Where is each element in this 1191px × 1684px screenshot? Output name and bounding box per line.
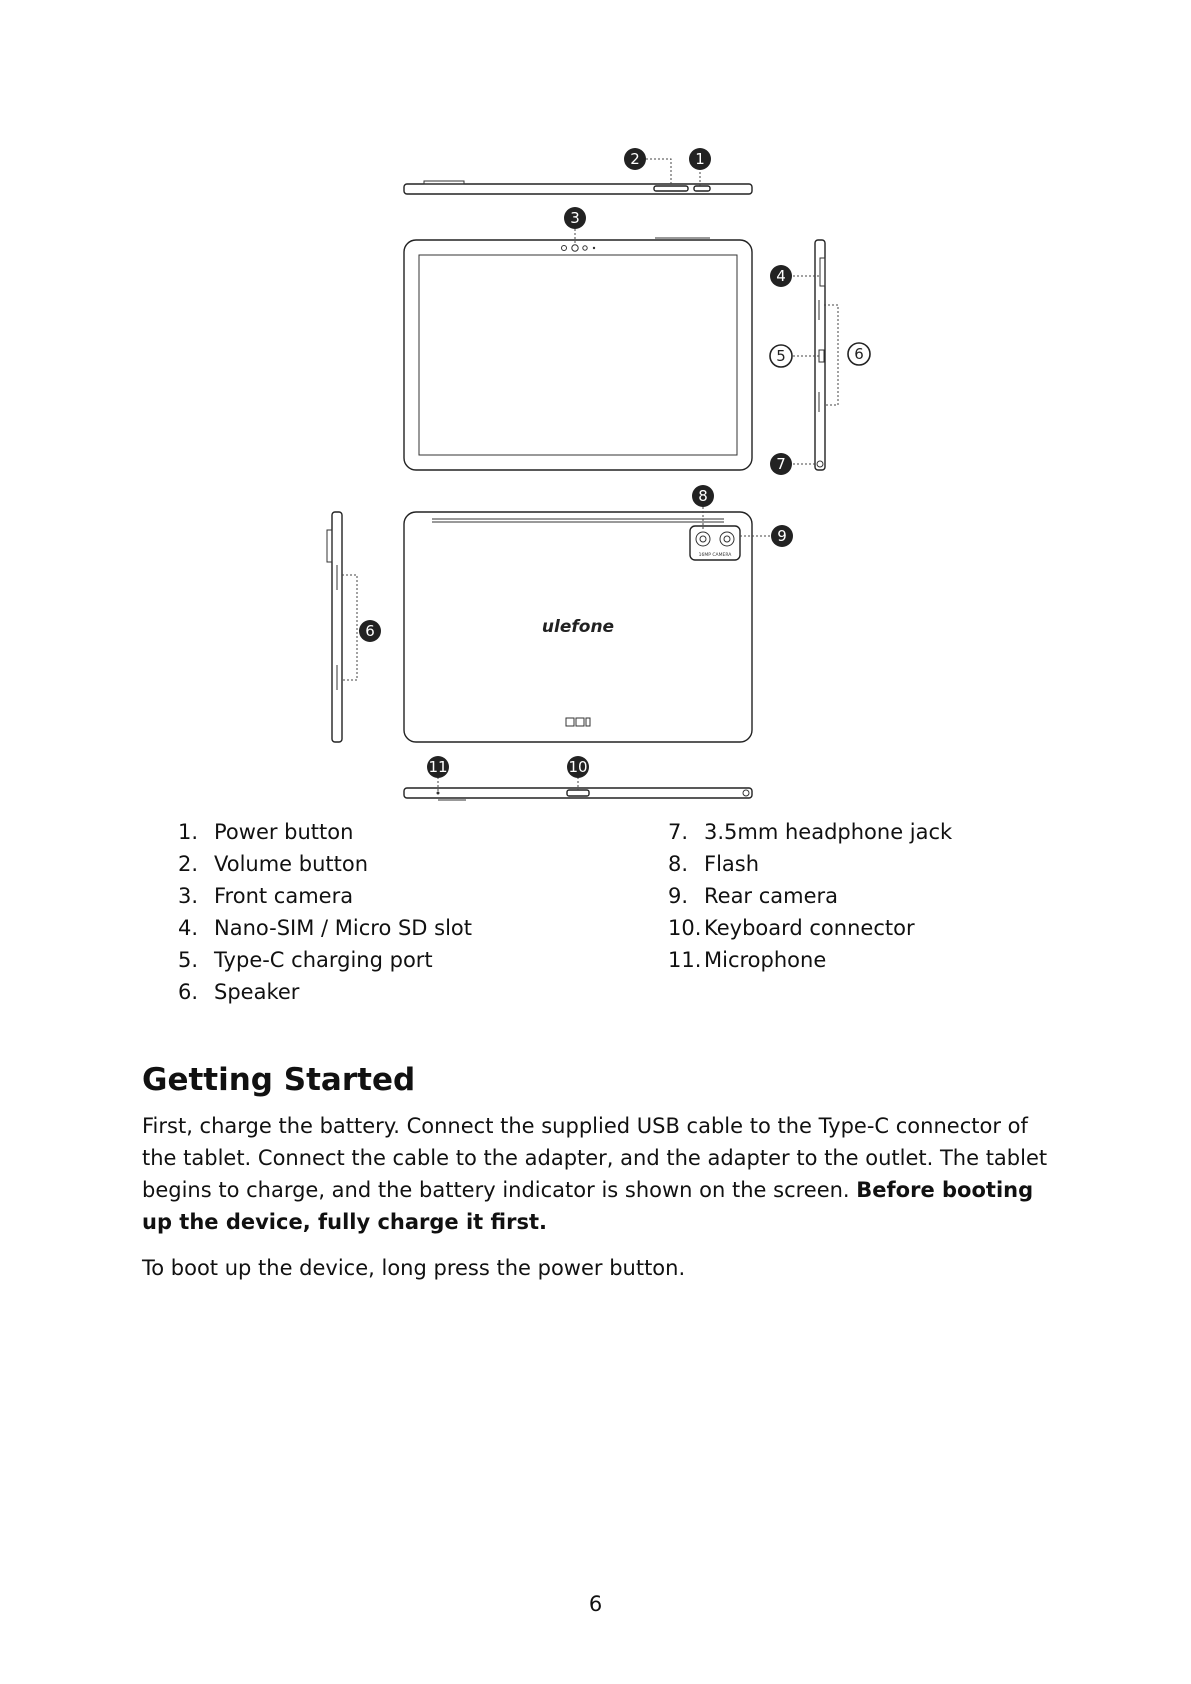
- callout-4: [770, 265, 792, 287]
- legend-item: 11. Microphone: [668, 948, 827, 972]
- charging-warning: Before booting up the device, fully charge it first.: [142, 1178, 1034, 1234]
- legend-item: 6. Speaker: [178, 980, 300, 1004]
- svg-text:8: 8: [698, 487, 708, 505]
- svg-text:4: 4: [776, 267, 786, 285]
- callout-9: [771, 525, 793, 547]
- legend-right-column: [668, 816, 952, 976]
- legend-item: 4. Nano-SIM / Micro SD slot: [178, 916, 472, 940]
- keyboard-connector-shape: [567, 790, 589, 796]
- legend-item: 2. Volume button: [178, 852, 369, 876]
- page-number: 6: [588, 1592, 603, 1616]
- callout-5: [770, 345, 792, 367]
- svg-text:6: 6: [854, 345, 864, 363]
- legend-item: 3. Front camera: [178, 884, 354, 908]
- callout-7: [770, 453, 792, 475]
- callout-1: [689, 148, 711, 170]
- volume-button-shape: [654, 186, 688, 191]
- legend-left-column: [178, 816, 472, 1008]
- power-button-shape: [694, 186, 710, 191]
- tablet-bottom-edge: [404, 777, 752, 800]
- tablet-diagram: [0, 0, 1191, 810]
- svg-text:7: 7: [776, 455, 786, 473]
- svg-text:9: 9: [777, 527, 787, 545]
- tablet-back-view: [404, 507, 770, 742]
- camera-label: 16MP CAMERA: [698, 553, 732, 558]
- callout-2: [624, 148, 646, 170]
- svg-text:2: 2: [630, 150, 640, 168]
- tablet-front-view: [404, 229, 752, 470]
- svg-text:3: 3: [570, 209, 580, 227]
- svg-text:6: 6: [365, 622, 375, 640]
- svg-text:1: 1: [695, 150, 705, 168]
- callout-11: [427, 756, 449, 778]
- callout-6-right: [848, 343, 870, 365]
- tablet-right-side: [793, 240, 838, 470]
- legend-item: 10. Keyboard connector: [668, 916, 915, 940]
- boot-paragraph: To boot up the device, long press the power button.: [142, 1256, 686, 1280]
- legend-item: 9. Rear camera: [668, 884, 839, 908]
- legend-item: 8. Flash: [668, 852, 760, 876]
- charging-paragraph: [142, 1110, 1062, 1238]
- callout-10: [567, 756, 589, 778]
- svg-text:10: 10: [568, 758, 588, 776]
- svg-text:5: 5: [776, 347, 786, 365]
- legend-item: 5. Type-C charging port: [178, 948, 433, 972]
- tablet-left-side: [327, 512, 357, 742]
- legend-item: 1. Power button: [178, 820, 354, 844]
- callout-3: [564, 207, 586, 229]
- callout-6-left: [359, 620, 381, 642]
- section-heading: Getting Started: [142, 1062, 416, 1098]
- brand-logo: ulefone: [541, 617, 615, 637]
- svg-text:11: 11: [428, 758, 448, 776]
- charging-text: First, charge the battery. Connect the supplied USB cable to the Type-C connector of the tablet. Connect the cable to the adapter, and the adapter to the outlet. The tablet begins to charge, and the battery indicator is shown on the screen.: [142, 1114, 1048, 1202]
- callout-8: [692, 485, 714, 507]
- legend-item: 7. 3.5mm headphone jack: [668, 820, 953, 844]
